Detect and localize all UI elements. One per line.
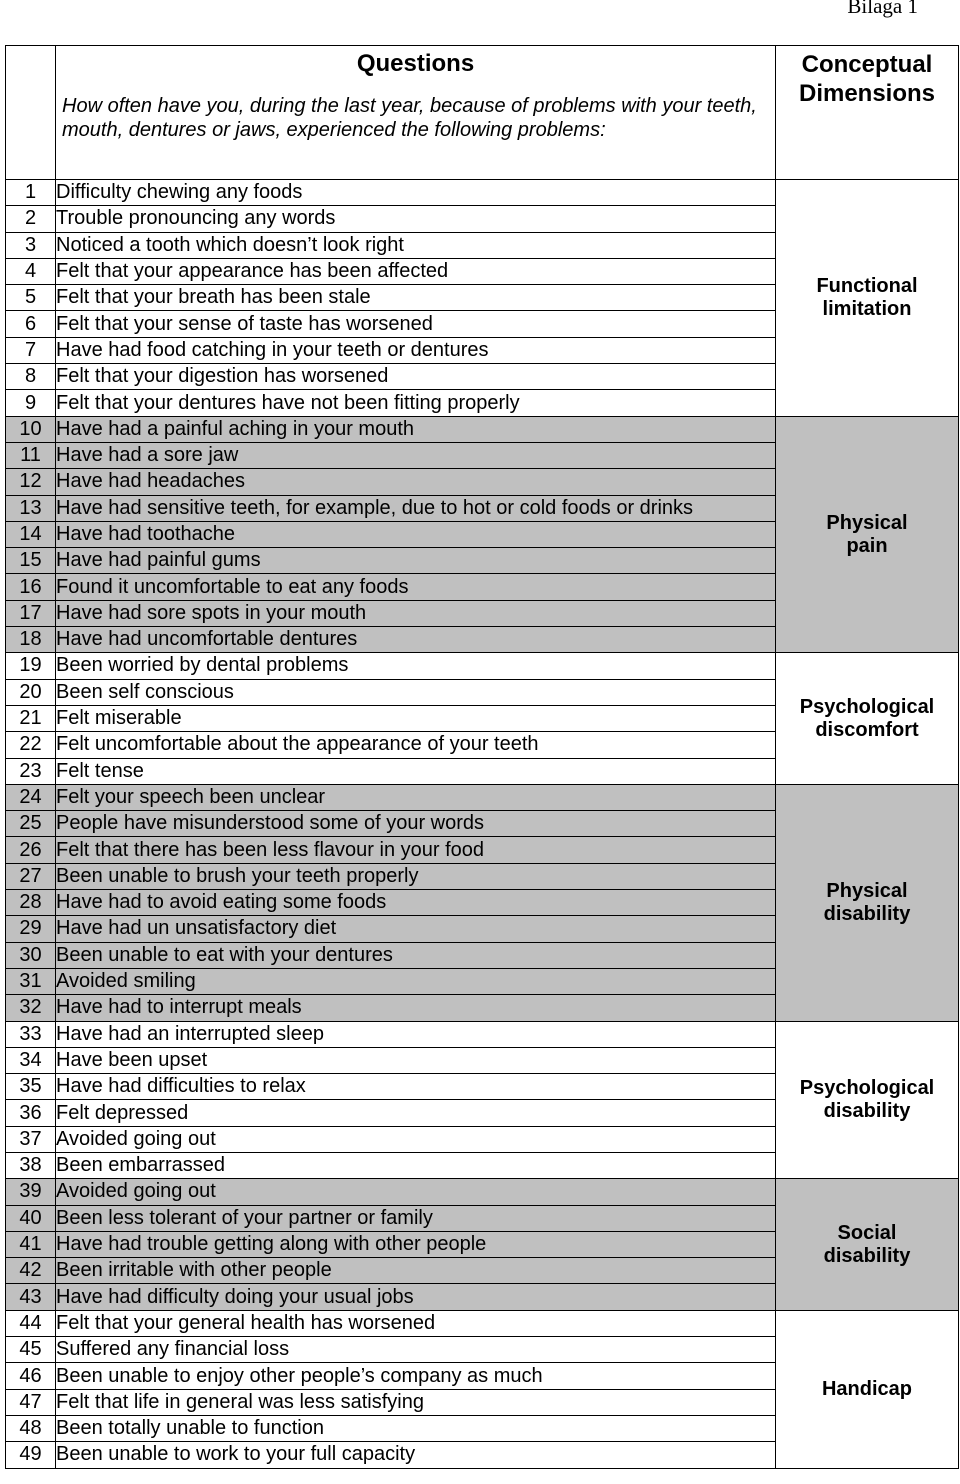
question-text: Been unable to work to your full capacity bbox=[56, 1442, 776, 1468]
question-text: Been totally unable to function bbox=[56, 1415, 776, 1441]
question-text: Avoided smiling bbox=[56, 968, 776, 994]
question-number: 7 bbox=[6, 337, 56, 363]
dimensions-title-line2: Dimensions bbox=[798, 80, 936, 107]
question-text: Have had un unsatisfactory diet bbox=[56, 916, 776, 942]
question-text: Have had painful gums bbox=[56, 548, 776, 574]
question-number: 18 bbox=[6, 627, 56, 653]
question-number: 12 bbox=[6, 469, 56, 495]
question-number: 19 bbox=[6, 653, 56, 679]
question-text: Have had sensitive teeth, for example, due to hot or cold foods or drinks bbox=[56, 495, 776, 521]
question-text: Found it uncomfortable to eat any foods bbox=[56, 574, 776, 600]
question-text: Felt your speech been unclear bbox=[56, 784, 776, 810]
question-text: Have had to interrupt meals bbox=[56, 995, 776, 1021]
question-number: 24 bbox=[6, 784, 56, 810]
dimension-label-line1: Social bbox=[837, 1221, 897, 1244]
question-number: 42 bbox=[6, 1258, 56, 1284]
dimension-label-line1: Physical bbox=[826, 879, 908, 902]
question-number: 8 bbox=[6, 364, 56, 390]
question-number: 39 bbox=[6, 1179, 56, 1205]
dimension-label-line1: Handicap bbox=[821, 1377, 913, 1400]
question-number: 48 bbox=[6, 1415, 56, 1441]
question-text: Felt that your general health has worsened bbox=[56, 1310, 776, 1336]
dimensions-title-line1: Conceptual bbox=[801, 51, 933, 78]
question-number: 36 bbox=[6, 1100, 56, 1126]
question-text: Been irritable with other people bbox=[56, 1258, 776, 1284]
question-text: Been self conscious bbox=[56, 679, 776, 705]
question-number: 2 bbox=[6, 206, 56, 232]
question-number: 13 bbox=[6, 495, 56, 521]
question-number: 23 bbox=[6, 758, 56, 784]
question-text: Felt that your digestion has worsened bbox=[56, 364, 776, 390]
dimension-label-line2: disability bbox=[823, 1099, 911, 1122]
question-number: 14 bbox=[6, 521, 56, 547]
question-number: 26 bbox=[6, 837, 56, 863]
table-row bbox=[6, 1021, 959, 1047]
dimension-cell bbox=[776, 1179, 959, 1310]
question-number: 15 bbox=[6, 548, 56, 574]
dimension-cell bbox=[776, 416, 959, 653]
question-number: 25 bbox=[6, 811, 56, 837]
question-number: 3 bbox=[6, 232, 56, 258]
dimension-cell bbox=[776, 653, 959, 784]
question-text: Have had to avoid eating some foods bbox=[56, 890, 776, 916]
question-text: Felt depressed bbox=[56, 1100, 776, 1126]
question-number: 32 bbox=[6, 995, 56, 1021]
dimension-cell bbox=[776, 1021, 959, 1179]
question-number: 9 bbox=[6, 390, 56, 416]
table-header-row bbox=[6, 46, 959, 180]
question-number: 44 bbox=[6, 1310, 56, 1336]
question-text: Have had difficulty doing your usual jobs bbox=[56, 1284, 776, 1310]
dimension-label-line2: pain bbox=[846, 534, 888, 557]
question-number: 33 bbox=[6, 1021, 56, 1047]
question-text: Felt that your breath has been stale bbox=[56, 285, 776, 311]
dimension-label-line1: Physical bbox=[826, 511, 908, 534]
dimension-label-line1: Functional bbox=[816, 274, 918, 297]
question-text: Been worried by dental problems bbox=[56, 653, 776, 679]
question-number: 20 bbox=[6, 679, 56, 705]
question-text: Felt that life in general was less satisfying bbox=[56, 1389, 776, 1415]
question-number: 40 bbox=[6, 1205, 56, 1231]
question-text: Felt that your sense of taste has worsened bbox=[56, 311, 776, 337]
question-number: 27 bbox=[6, 863, 56, 889]
question-text: Have had uncomfortable dentures bbox=[56, 627, 776, 653]
table-row bbox=[6, 784, 959, 810]
table-row bbox=[6, 180, 959, 206]
question-number: 30 bbox=[6, 942, 56, 968]
dimension-label-line2: limitation bbox=[822, 297, 912, 320]
question-text: Been unable to eat with your dentures bbox=[56, 942, 776, 968]
question-text: Felt that your dentures have not been fitting properly bbox=[56, 390, 776, 416]
question-number: 16 bbox=[6, 574, 56, 600]
questions-title: Questions bbox=[356, 50, 475, 77]
question-text: Have had an interrupted sleep bbox=[56, 1021, 776, 1047]
header-number-cell bbox=[6, 46, 56, 180]
dimension-cell bbox=[776, 1310, 959, 1468]
question-number: 6 bbox=[6, 311, 56, 337]
dimension-label-line2: disability bbox=[823, 902, 911, 925]
header-dimensions-cell bbox=[776, 46, 959, 180]
question-number: 1 bbox=[6, 180, 56, 206]
question-number: 43 bbox=[6, 1284, 56, 1310]
question-text: Felt that there has been less flavour in your food bbox=[56, 837, 776, 863]
page-label: Bilaga 1 bbox=[847, 0, 918, 18]
ohip-questions-table bbox=[5, 45, 959, 1469]
question-number: 28 bbox=[6, 890, 56, 916]
question-number: 21 bbox=[6, 705, 56, 731]
questions-intro: How often have you, during the last year, because of problems with your teeth, mouth, dentures or jaws, experienced the following problems: bbox=[62, 95, 757, 141]
question-number: 4 bbox=[6, 258, 56, 284]
table-row bbox=[6, 1310, 959, 1336]
question-number: 38 bbox=[6, 1152, 56, 1178]
question-text: Been unable to enjoy other people’s company as much bbox=[56, 1363, 776, 1389]
question-text: Have had sore spots in your mouth bbox=[56, 600, 776, 626]
question-text: People have misunderstood some of your words bbox=[56, 811, 776, 837]
question-number: 47 bbox=[6, 1389, 56, 1415]
table-row bbox=[6, 653, 959, 679]
question-text: Felt that your appearance has been affected bbox=[56, 258, 776, 284]
question-number: 35 bbox=[6, 1074, 56, 1100]
question-number: 49 bbox=[6, 1442, 56, 1468]
question-number: 37 bbox=[6, 1126, 56, 1152]
table-row bbox=[6, 416, 959, 442]
question-text: Trouble pronouncing any words bbox=[56, 206, 776, 232]
question-text: Have had a painful aching in your mouth bbox=[56, 416, 776, 442]
question-number: 10 bbox=[6, 416, 56, 442]
question-text: Have had food catching in your teeth or dentures bbox=[56, 337, 776, 363]
question-text: Been embarrassed bbox=[56, 1152, 776, 1178]
question-number: 17 bbox=[6, 600, 56, 626]
question-number: 29 bbox=[6, 916, 56, 942]
question-number: 11 bbox=[6, 442, 56, 468]
question-text: Have had headaches bbox=[56, 469, 776, 495]
question-text: Avoided going out bbox=[56, 1179, 776, 1205]
dimension-label-line1: Psychological bbox=[799, 695, 935, 718]
dimension-cell bbox=[776, 784, 959, 1021]
question-text: Noticed a tooth which doesn’t look right bbox=[56, 232, 776, 258]
dimension-label-line1: Psychological bbox=[799, 1076, 935, 1099]
question-number: 22 bbox=[6, 732, 56, 758]
question-number: 31 bbox=[6, 968, 56, 994]
header-questions-cell bbox=[56, 46, 776, 180]
question-text: Have had toothache bbox=[56, 521, 776, 547]
table-row bbox=[6, 1179, 959, 1205]
question-number: 5 bbox=[6, 285, 56, 311]
question-text: Felt uncomfortable about the appearance of your teeth bbox=[56, 732, 776, 758]
question-text: Have had trouble getting along with other people bbox=[56, 1231, 776, 1257]
question-text: Difficulty chewing any foods bbox=[56, 180, 776, 206]
question-text: Suffered any financial loss bbox=[56, 1337, 776, 1363]
question-text: Been unable to brush your teeth properly bbox=[56, 863, 776, 889]
question-number: 46 bbox=[6, 1363, 56, 1389]
question-text: Have had a sore jaw bbox=[56, 442, 776, 468]
dimension-label-line2: disability bbox=[823, 1244, 911, 1267]
question-text: Felt tense bbox=[56, 758, 776, 784]
question-number: 45 bbox=[6, 1337, 56, 1363]
question-text: Avoided going out bbox=[56, 1126, 776, 1152]
question-number: 41 bbox=[6, 1231, 56, 1257]
dimension-cell bbox=[776, 180, 959, 417]
question-text: Felt miserable bbox=[56, 705, 776, 731]
question-text: Have been upset bbox=[56, 1047, 776, 1073]
question-number: 34 bbox=[6, 1047, 56, 1073]
question-text: Have had difficulties to relax bbox=[56, 1074, 776, 1100]
dimension-label-line2: discomfort bbox=[815, 718, 919, 741]
question-text: Been less tolerant of your partner or family bbox=[56, 1205, 776, 1231]
